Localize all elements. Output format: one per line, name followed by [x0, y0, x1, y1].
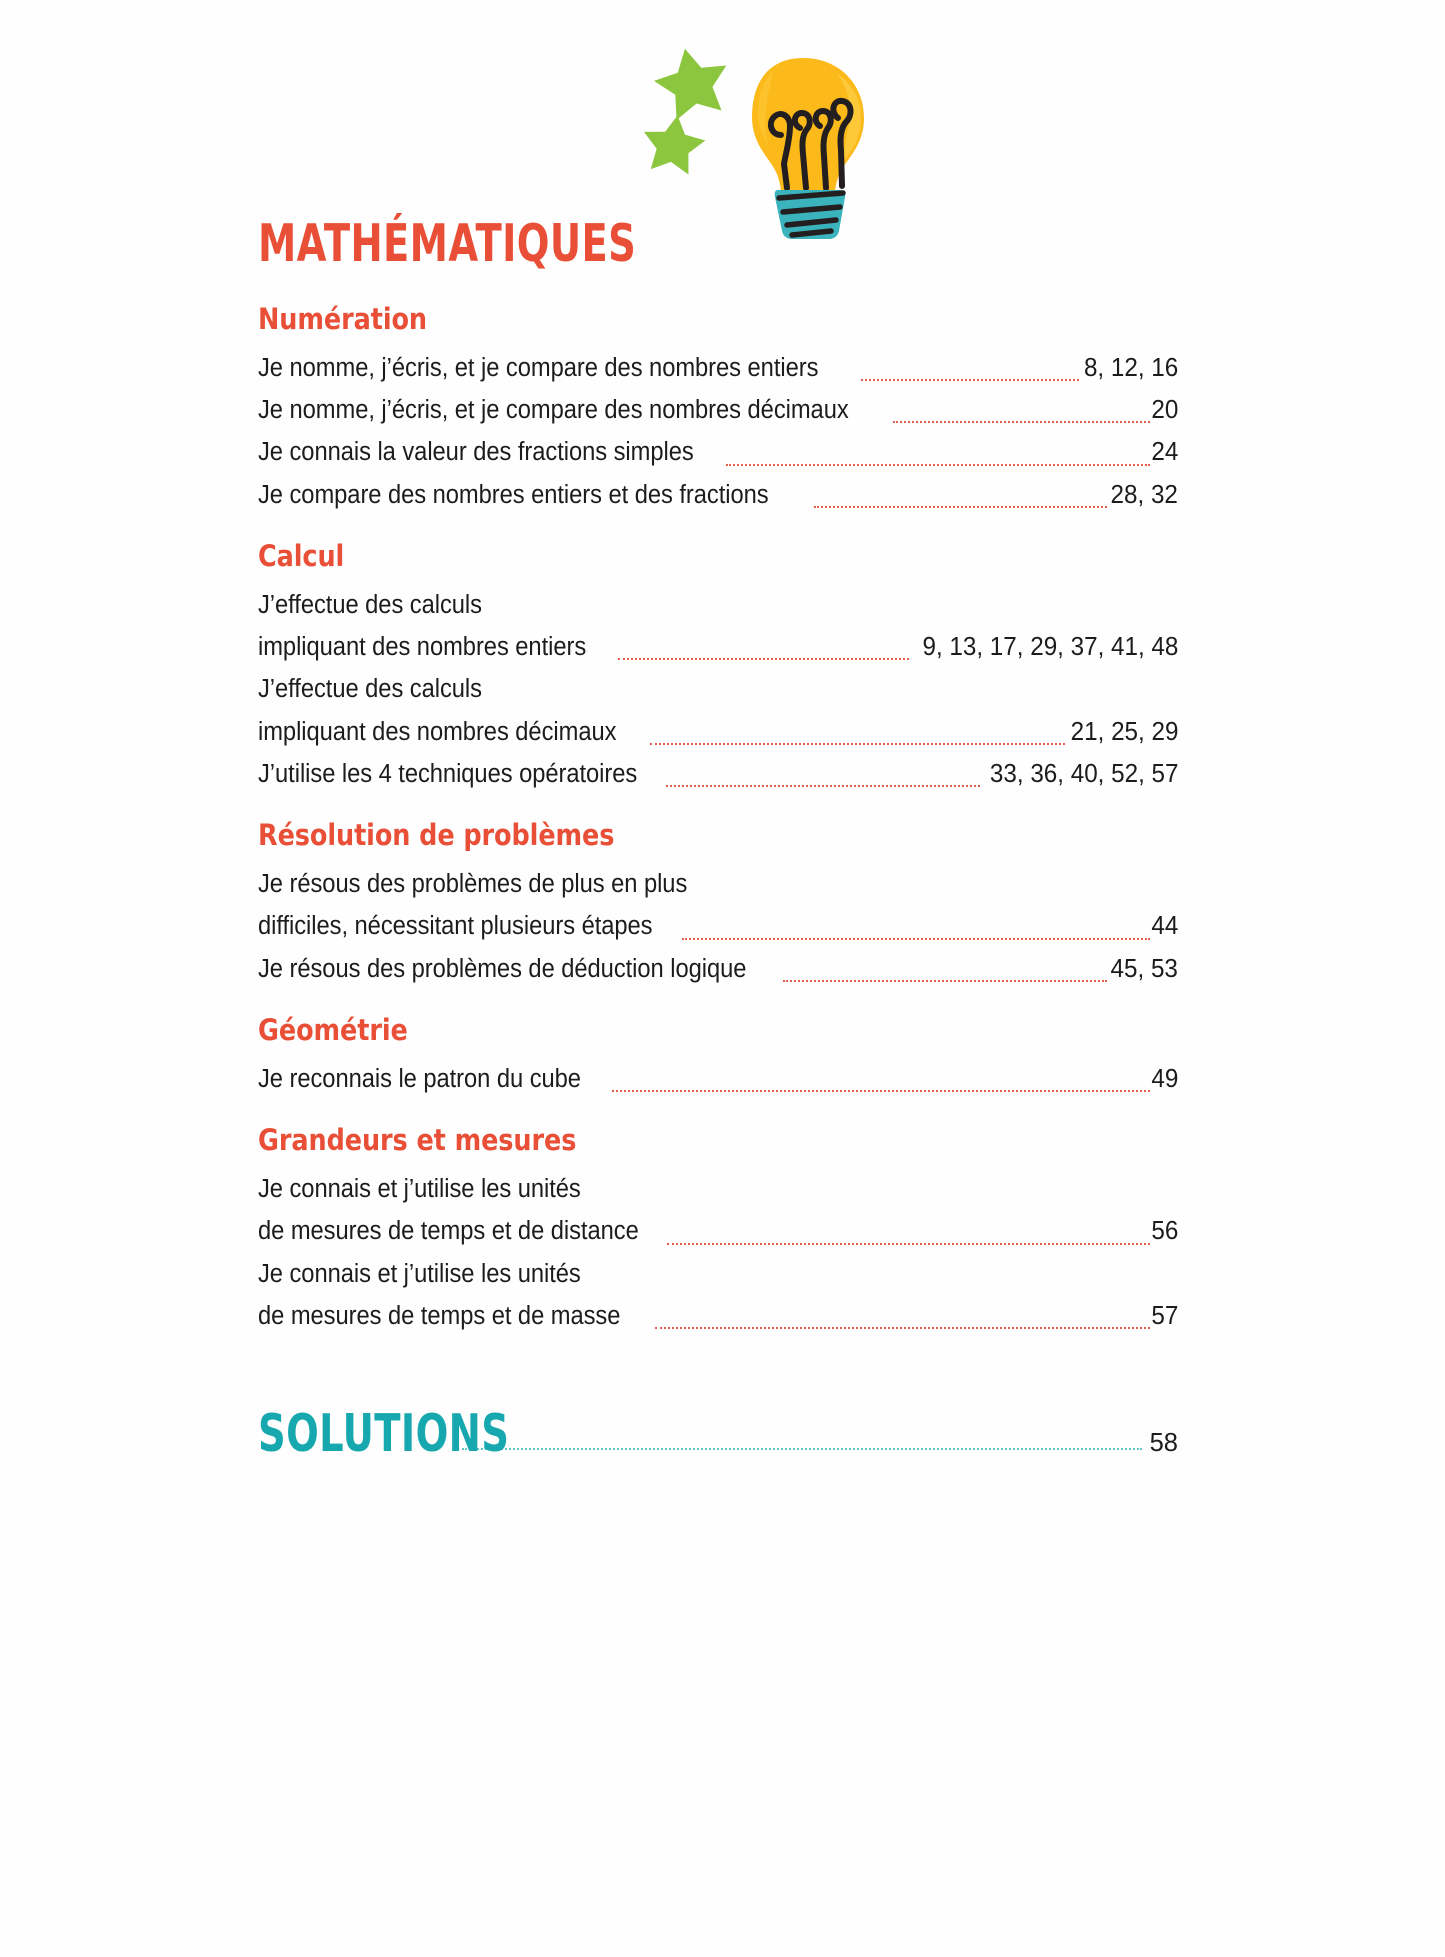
toc-entry-page-number: 57 [1151, 1301, 1178, 1330]
star-icon [640, 111, 708, 176]
toc-section [258, 820, 1178, 989]
toc-entry-label: impliquant des nombres décimaux [258, 717, 617, 746]
toc-entry-page-number: 45, 53 [1110, 954, 1178, 983]
toc-entry-page-number: 56 [1151, 1217, 1178, 1246]
toc-entry-label: Je résous des problèmes de plus en plus [258, 870, 688, 899]
dot-leader [814, 485, 1107, 508]
dot-leader [783, 959, 1107, 982]
toc-entry-label: de mesures de temps et de masse [258, 1301, 621, 1330]
dot-leader [650, 722, 1064, 745]
dot-leader [612, 1069, 1149, 1092]
toc-entry [258, 585, 1178, 625]
toc-entry-label: Je compare des nombres entiers et des fractions [258, 480, 769, 509]
toc-section [258, 541, 1178, 794]
toc-entry-label: Je nomme, j’écris, et je compare des nombres décimaux [258, 396, 849, 425]
dot-leader [861, 358, 1079, 381]
dot-leader [618, 637, 909, 660]
toc-entry-page-number: 9, 13, 17, 29, 37, 41, 48 [922, 633, 1178, 662]
toc-entry[interactable] [258, 475, 1178, 515]
toc-entry[interactable] [258, 1059, 1178, 1099]
toc-entry-page-number: 21, 25, 29 [1070, 717, 1178, 746]
toc-entry-label: Je résous des problèmes de déduction logique [258, 954, 747, 983]
toc-entry[interactable] [258, 754, 1178, 794]
toc-entry-page-number: 28, 32 [1110, 480, 1178, 509]
dot-leader [726, 443, 1149, 466]
toc-entry-page-number: 49 [1151, 1064, 1178, 1093]
toc-entry-label: Je connais la valeur des fractions simples [258, 438, 694, 467]
toc-section [258, 1125, 1178, 1336]
toc-entry-label: impliquant des nombres entiers [258, 633, 587, 662]
toc-entry[interactable] [258, 627, 1178, 667]
toc-entry-label: Je reconnais le patron du cube [258, 1064, 581, 1093]
dot-leader [655, 1306, 1150, 1329]
section-heading: Résolution de problèmes [258, 818, 615, 853]
toc-section [258, 304, 1178, 515]
solutions-entry[interactable] [258, 1404, 1178, 1465]
toc-entry-label: difficiles, nécessitant plusieurs étapes [258, 912, 653, 941]
toc-entry-page-number: 44 [1151, 912, 1178, 941]
toc-entry [258, 669, 1178, 709]
page-title-text: MATHÉMATIQUES [258, 214, 637, 274]
section-heading: Géométrie [258, 1013, 408, 1048]
dot-leader [893, 400, 1150, 423]
toc-entry [258, 864, 1178, 904]
solutions-title-text: SOLUTIONS [258, 1404, 510, 1465]
toc-entry-label: J’effectue des calculs [258, 590, 482, 619]
toc-entry-page-number: 8, 12, 16 [1083, 353, 1178, 382]
toc-entry-page-number: 20 [1151, 396, 1178, 425]
toc-entry[interactable] [258, 1296, 1178, 1336]
solutions-title [258, 1404, 510, 1465]
dot-leader [667, 1222, 1149, 1245]
toc-entry [258, 1169, 1178, 1209]
toc-entry[interactable] [258, 712, 1178, 752]
section-heading: Numération [258, 302, 428, 336]
toc-entry[interactable] [258, 390, 1178, 430]
toc-entry[interactable] [258, 949, 1178, 989]
section-list [258, 304, 1178, 1336]
toc-entry[interactable] [258, 432, 1178, 472]
toc-entry[interactable] [258, 906, 1178, 946]
dot-leader [682, 917, 1149, 940]
toc-entry-page-number: 24 [1151, 438, 1178, 467]
toc-entry-label: J’effectue des calculs [258, 675, 482, 704]
toc-entry-label: Je connais et j’utilise les unités [258, 1259, 581, 1288]
section-heading: Calcul [258, 539, 345, 574]
toc-entry-label: Je nomme, j’écris, et je compare des nombres entiers [258, 353, 819, 382]
solutions-page-number: 58 [1149, 1428, 1178, 1457]
toc-entry [258, 1254, 1178, 1294]
star-icon [649, 41, 736, 123]
dot-leader [666, 764, 980, 787]
toc-section [258, 1015, 1178, 1099]
toc-content [258, 214, 1178, 1465]
toc-entry-page-number: 33, 36, 40, 52, 57 [989, 760, 1178, 789]
page-title [258, 214, 1178, 274]
dot-leader [462, 1426, 1142, 1450]
toc-entry-label: de mesures de temps et de distance [258, 1217, 639, 1246]
toc-entry-label: J’utilise les 4 techniques opératoires [258, 760, 638, 789]
bulb-glass [752, 58, 864, 191]
bulb-filament [771, 101, 851, 188]
toc-entry[interactable] [258, 348, 1178, 388]
toc-entry[interactable] [258, 1211, 1178, 1251]
toc-entry-label: Je connais et j’utilise les unités [258, 1175, 581, 1204]
section-heading: Grandeurs et mesures [258, 1123, 577, 1158]
